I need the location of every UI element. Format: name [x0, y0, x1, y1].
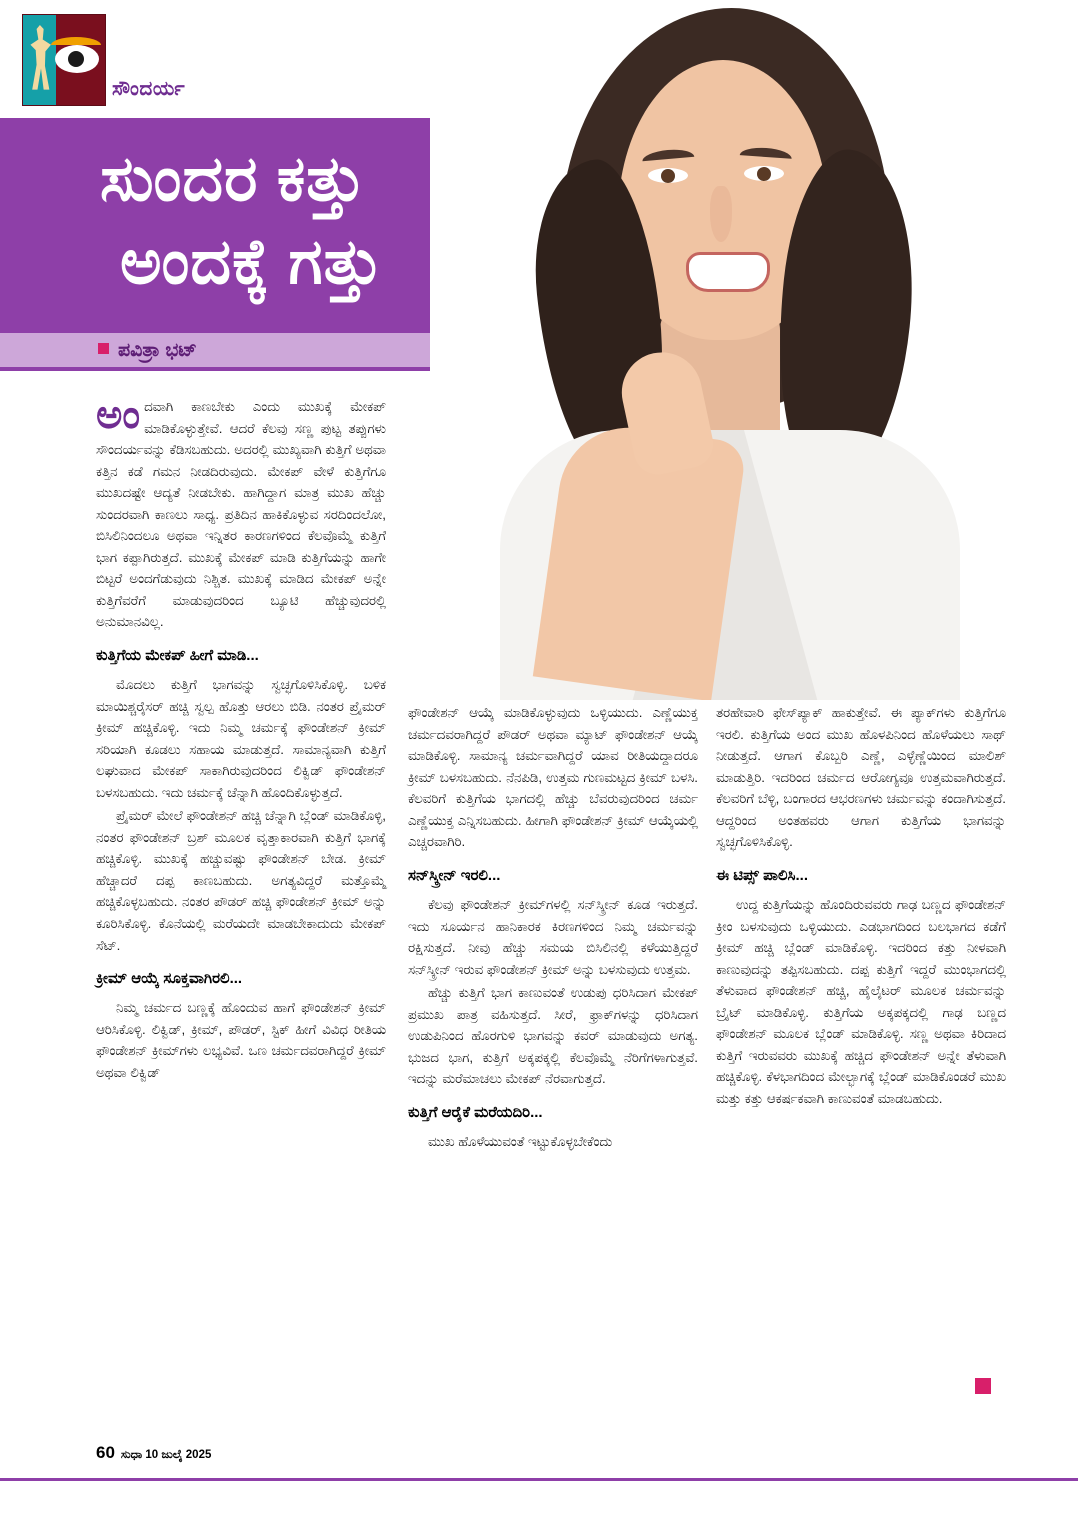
magazine-logo — [22, 14, 106, 106]
byline-author: ಪವಿತ್ರಾ ಭಟ್ — [118, 340, 197, 361]
subheading: ಕ್ರೀಮ್ ಆಯ್ಕೆ ಸೂಕ್ತವಾಗಿರಲಿ... — [96, 970, 243, 988]
article-photo — [430, 0, 1078, 700]
byline — [98, 340, 197, 362]
photo-smile — [686, 252, 770, 292]
subheading: ಕುತ್ತಿಗೆ ಆರೈಕೆ ಮರೆಯದಿರಿ... — [408, 1103, 543, 1121]
subheading: ಈ ಟಿಪ್ಸ್ ಪಾಲಿಸಿ... — [716, 866, 808, 884]
eye-icon — [55, 45, 99, 73]
photo-eye-left — [648, 168, 688, 183]
headline-line-1: ಸುಂದರ ಕತ್ತು — [100, 144, 367, 214]
photo-nose — [710, 186, 732, 242]
drop-cap: ಅಂ — [96, 393, 141, 437]
text-column-1 — [96, 393, 386, 1085]
bullet-square-icon — [98, 343, 109, 354]
page-number: 60 — [96, 1443, 115, 1462]
paragraph: ತರಹೇವಾರಿ ಫೇಸ್‌ಪ್ಯಾಕ್ ಹಾಕುತ್ತೇವೆ. ಈ ಪ್ಯಾಕ್‌ಗಳು ಕುತ್ತಿಗೆಗೂ ಇರಲಿ. ಕುತ್ತಿಗೆಯ ಅಂದ ಮುಖ ಹೊಳಪಿನಿಂದ ಹೊಳೆಯಲು ಸಾಥ್ ನೀಡುತ್ತದೆ. ಆಗಾಗ ಕೊಬ್ಬರಿ ಎಣ್ಣೆ, ಎಳ್ಳೆಣ್ಣೆಯಿಂದ ಮಾಲಿಶ್ ಮಾಡುತ್ತಿರಿ. ಇದರಿಂದ ಚರ್ಮದ ಆರೋಗ್ಯವೂ ಉತ್ತಮವಾಗಿರುತ್ತದೆ. ಕೆಲವರಿಗೆ ಬೆಳ್ಳಿ, ಬಂಗಾರದ ಆಭರಣಗಳು ಚರ್ಮವನ್ನು ಕಂದಾಗಿಸುತ್ತದೆ. ಆದ್ದರಿಂದ ಅಂತಹವರು ಆಗಾಗ ಕುತ್ತಿಗೆಯ ಭಾಗವನ್ನು ಸ್ವಚ್ಛಗೊಳಿಸಿಕೊಳ್ಳಿ. — [716, 705, 1006, 850]
section-label: ಸೌಂದರ್ಯ — [112, 78, 186, 100]
paragraph: ದವಾಗಿ ಕಾಣಬೇಕು ಎಂದು ಮುಖಕ್ಕೆ ಮೇಕಪ್ ಮಾಡಿಕೊಳ್ಳುತ್ತೇವೆ. ಆದರೆ ಕೆಲವು ಸಣ್ಣ ಪುಟ್ಟ ತಪ್ಪುಗಳು ಸೌಂದರ್ಯವನ್ನು ಕೆಡಿಸಬಹುದು. ಅದರಲ್ಲಿ ಮುಖ್ಯವಾಗಿ ಕುತ್ತಿಗೆ ಅಥವಾ ಕತ್ತಿನ ಕಡೆ ಗಮನ ನೀಡದಿರುವುದು. ಮೇಕಪ್ ವೇಳೆ ಕುತ್ತಿಗೆಗೂ ಮುಖದಷ್ಟೇ ಆದ್ಯತೆ ನೀಡಬೇಕು. ಹಾಗಿದ್ದಾಗ ಮಾತ್ರ ಮುಖ ಹೆಚ್ಚು ಸುಂದರವಾಗಿ ಕಾಣಲು ಸಾಧ್ಯ. ಪ್ರತಿದಿನ ಹಾಕಿಕೊಳ್ಳುವ ಸರದಿಂದಲೋ, ಬಿಸಿಲಿನಿಂದಲೂ ಅಥವಾ ಇನ್ನಿತರ ಕಾರಣಗಳಿಂದ ಕೆಲವೊಮ್ಮೆ ಕುತ್ತಿಗೆ ಭಾಗ ಕಪ್ಪಾಗಿರುತ್ತದೆ. ಮುಖಕ್ಕೆ ಮೇಕಪ್ ಮಾಡಿ ಕುತ್ತಿಗೆಯನ್ನು ಹಾಗೇ ಬಿಟ್ಟರೆ ಅಂದಗೆಡುವುದು ನಿಶ್ಚಿತ. ಮುಖಕ್ಕೆ ಮಾಡಿದ ಮೇಕಪ್ ಅನ್ನೇ ಕುತ್ತಿಗೆವರೆಗೆ ಮಾಡುವುದರಿಂದ ಬ್ಯೂಟಿ ಹೆಚ್ಚುವುದರಲ್ಲಿ ಅನುಮಾನವಿಲ್ಲ. — [96, 399, 386, 630]
publication-info: ಸುಧಾ 10 ಜುಲೈ 2025 — [120, 1449, 212, 1461]
paragraph: ನಿಮ್ಮ ಚರ್ಮದ ಬಣ್ಣಕ್ಕೆ ಹೊಂದುವ ಹಾಗೆ ಫೌಂಡೇಶನ್ ಕ್ರೀಮ್ ಆರಿಸಿಕೊಳ್ಳಿ. ಲಿಕ್ವಿಡ್, ಕ್ರೀಮ್, ಪೌಡರ್, ಸ್ಟಿಕ್ ಹೀಗೆ ವಿವಿಧ ರೀತಿಯ ಫೌಂಡೇಶನ್ ಕ್ರೀಮ್‌ಗಳು ಲಭ್ಯವಿವೆ. ಒಣ ಚರ್ಮದವರಾಗಿದ್ದರೆ ಕ್ರೀಮ್ ಅಥವಾ ಲಿಕ್ವಿಡ್ — [96, 1000, 386, 1080]
headline-line-2: ಅಂದಕ್ಕೆ ಗತ್ತು — [120, 227, 384, 298]
subheading: ಕುತ್ತಿಗೆಯ ಮೇಕಪ್ ಹೀಗೆ ಮಾಡಿ... — [96, 646, 259, 664]
text-column-2 — [408, 702, 698, 1155]
paragraph: ಉದ್ದ ಕುತ್ತಿಗೆಯನ್ನು ಹೊಂದಿರುವವರು ಗಾಢ ಬಣ್ಣದ ಫೌಂಡೇಶನ್ ಕ್ರೀಂ ಬಳಸುವುದು ಒಳ್ಳಿಯುದು. ಎಡಭಾಗದಿಂದ ಬಲಭಾಗದ ಕಡೆಗೆ ಕ್ರೀಮ್ ಹಚ್ಚಿ ಬ್ಲೆಂಡ್ ಮಾಡಿಕೊಳ್ಳಿ. ಇದರಿಂದ ಕತ್ತು ನೀಳವಾಗಿ ಕಾಣುವುದನ್ನು ತಪ್ಪಿಸಬಹುದು. ದಪ್ಪ ಕುತ್ತಿಗೆ ಇದ್ದರೆ ಮುಂಭಾಗದಲ್ಲಿ ತೆಳುವಾದ ಫೌಂಡೇಶನ್ ಹಚ್ಚಿ, ಹೈಲೈಟರ್ ಮೂಲಕ ಚರ್ಮವನ್ನು ಬ್ರೈಟ್ ಮಾಡಿಕೊಳ್ಳಿ. ಕುತ್ತಿಗೆಯ ಅಕ್ಕಪಕ್ಕದಲ್ಲಿ ಗಾಢ ಬಣ್ಣದ ಫೌಂಡೇಶನ್ ಮೂಲಕ ಬ್ಲೆಂಡ್ ಮಾಡಿಕೊಳ್ಳಿ. ಸಣ್ಣ ಅಥವಾ ಕಿರಿದಾದ ಕುತ್ತಿಗೆ ಇರುವವರು ಮುಖಕ್ಕೆ ಹಚ್ಚಿದ ಫೌಂಡೇಶನ್ ಅನ್ನೇ ತೆಳುವಾಗಿ ಹಚ್ಚಿಕೊಳ್ಳಿ. ಕೆಳಭಾಗದಿಂದ ಮೇಲ್ಭಾಗಕ್ಕೆ ಬ್ಲೆಂಡ್ ಮಾಡಿಕೊಂಡರೆ ಮುಖ ಮತ್ತು ಕತ್ತು ಆಕರ್ಷಕವಾಗಿ ಕಾಣುವಂತೆ ಮಾಡಬಹುದು. — [716, 897, 1006, 1106]
paragraph: ಮೊದಲು ಕುತ್ತಿಗೆ ಭಾಗವನ್ನು ಸ್ವಚ್ಛಗೊಳಿಸಿಕೊಳ್ಳಿ. ಬಳಿಕ ಮಾಯಿಶ್ಚರೈಸರ್ ಹಚ್ಚಿ ಸ್ವಲ್ಪ ಹೊತ್ತು ಆರಲು ಬಿಡಿ. ನಂತರ ಪ್ರೈಮರ್ ಕ್ರೀಮ್ ಹಚ್ಚಿಕೊಳ್ಳಿ. ಇದು ನಿಮ್ಮ ಚರ್ಮಕ್ಕೆ ಫೌಂಡೇಶನ್ ಕ್ರೀಮ್ ಸರಿಯಾಗಿ ಕೂಡಲು ಸಹಾಯ ಮಾಡುತ್ತದೆ. ಸಾಮಾನ್ಯವಾಗಿ ಕುತ್ತಿಗೆ ಲಘುವಾದ ಮೇಕಪ್ ಸಾಕಾಗಿರುವುದರಿಂದ ಲಿಕ್ವಿಡ್ ಫೌಂಡೇಶನ್ ಬಳಸಬಹುದು. ಇದು ಚರ್ಮಕ್ಕೆ ಚೆನ್ನಾಗಿ ಹೊಂದಿಕೊಳ್ಳುತ್ತದೆ. — [96, 677, 386, 800]
footer — [96, 1443, 211, 1463]
paragraph: ಪ್ರೈಮರ್ ಮೇಲೆ ಫೌಂಡೇಶನ್ ಹಚ್ಚಿ ಚೆನ್ನಾಗಿ ಬ್ಲೆಂಡ್ ಮಾಡಿಕೊಳ್ಳಿ, ನಂತರ ಫೌಂಡೇಶನ್ ಬ್ರಶ್ ಮೂಲಕ ವೃತ್ತಾಕಾರವಾಗಿ ಕುತ್ತಿಗೆ ಭಾಗಕ್ಕೆ ಹಚ್ಚಿಕೊಳ್ಳಿ. ಮುಖಕ್ಕೆ ಹಚ್ಚುವಷ್ಟು ಫೌಂಡೇಶನ್ ಬೇಡ. ಕ್ರೀಮ್ ಹೆಚ್ಚಾದರೆ ದಪ್ಪ ಕಾಣಬಹುದು. ಅಗತ್ಯವಿದ್ದರೆ ಮತ್ತೊಮ್ಮೆ ಹಚ್ಚಿಕೊಳ್ಳಬಹುದು. ನಂತರ ಪೌಡರ್ ಹಚ್ಚಿ ಫೌಂಡೇಶನ್ ಕ್ರೀಮ್ ಅನ್ನು ಕೂರಿಸಿಕೊಳ್ಳಿ. ಕೊನೆಯಲ್ಲಿ ಮರೆಯದೇ ಮಾಡಬೇಕಾದುದು ಮೇಕಪ್ ಸೆಟ್. — [96, 808, 386, 953]
eyebrow-icon — [51, 37, 101, 45]
subheading: ಸನ್‌ಸ್ಕ್ರೀನ್ ಇರಲಿ... — [408, 866, 501, 884]
end-of-article-marker — [975, 1378, 991, 1394]
photo-eye-right — [744, 166, 784, 181]
paragraph: ಕೆಲವು ಫೌಂಡೇಶನ್ ಕ್ರೀಮ್‌ಗಳಲ್ಲಿ ಸನ್‌ಸ್ಕ್ರೀನ್ ಕೂಡ ಇರುತ್ತದೆ. ಇದು ಸೂರ್ಯನ ಹಾನಿಕಾರಕ ಕಿರಣಗಳಿಂದ ನಿಮ್ಮ ಚರ್ಮವನ್ನು ರಕ್ಷಿಸುತ್ತದೆ. ನೀವು ಹೆಚ್ಚು ಸಮಯ ಬಿಸಿಲಿನಲ್ಲಿ ಕಳೆಯುತ್ತಿದ್ದರೆ ಸನ್‌ಸ್ಕ್ರೀನ್ ಇರುವ ಫೌಂಡೇಶನ್ ಕ್ರೀಮ್ ಅನ್ನು ಬಳಸುವುದು ಉತ್ತಮ. — [408, 897, 698, 977]
text-column-3 — [716, 702, 1006, 1111]
paragraph: ಮುಖ ಹೊಳೆಯುವಂತೆ ಇಟ್ಟುಕೊಳ್ಳಬೇಕೆಂದು — [428, 1134, 613, 1150]
paragraph: ಹೆಚ್ಚು ಕುತ್ತಿಗೆ ಭಾಗ ಕಾಣುವಂತೆ ಉಡುಪು ಧರಿಸಿದಾಗ ಮೇಕಪ್ ಪ್ರಮುಖ ಪಾತ್ರ ವಹಿಸುತ್ತದೆ. ಸೀರೆ, ಫ್ರಾಕ್‌ಗಳನ್ನು ಧರಿಸಿದಾಗ ಉಡುಪಿನಿಂದ ಹೊರಗುಳಿ ಭಾಗವನ್ನು ಕವರ್ ಮಾಡುವುದು ಅಗತ್ಯ. ಭುಜದ ಭಾಗ, ಕುತ್ತಿಗೆ ಅಕ್ಕಪಕ್ಕಲ್ಲಿ ಕೆಲವೊಮ್ಮೆ ನೆರಿಗೆಗಳಾಗುತ್ತವೆ. ಇದನ್ನು ಮರೆಮಾಚಲು ಮೇಕಪ್ ನೆರವಾಗುತ್ತದೆ. — [408, 985, 698, 1087]
footer-divider — [0, 1478, 1078, 1481]
paragraph: ಫೌಂಡೇಶನ್ ಆಯ್ಕೆ ಮಾಡಿಕೊಳ್ಳುವುದು ಒಳ್ಳಿಯುದು. ಎಣ್ಣೆಯುಕ್ತ ಚರ್ಮದವರಾಗಿದ್ದರೆ ಪೌಡರ್ ಅಥವಾ ಮ್ಯಾಟ್ ಫೌಂಡೇಶನ್ ಆಯ್ಕೆ ಮಾಡಿಕೊಳ್ಳಿ. ಸಾಮಾನ್ಯ ಚರ್ಮವಾಗಿದ್ದರೆ ಯಾವ ರೀತಿಯದ್ದಾದರೂ ಕ್ರೀಮ್ ಬಳಸಬಹುದು. ನೆನಪಿಡಿ, ಉತ್ತಮ ಗುಣಮಟ್ಟದ ಕ್ರೀಮ್ ಬಳಸಿ. ಕೆಲವರಿಗೆ ಕುತ್ತಿಗೆಯ ಭಾಗದಲ್ಲಿ ಹೆಚ್ಚು ಬೆವರುವುದರಿಂದ ಚರ್ಮ ಎಣ್ಣೆಯುಕ್ತ ಎನ್ನಿಸಬಹುದು. ಹೀಗಾಗಿ ಫೌಂಡೇಶನ್ ಕ್ರೀಮ್ ಆಯ್ಕೆಯಲ್ಲಿ ಎಚ್ಚರವಾಗಿರಿ. — [408, 705, 698, 850]
